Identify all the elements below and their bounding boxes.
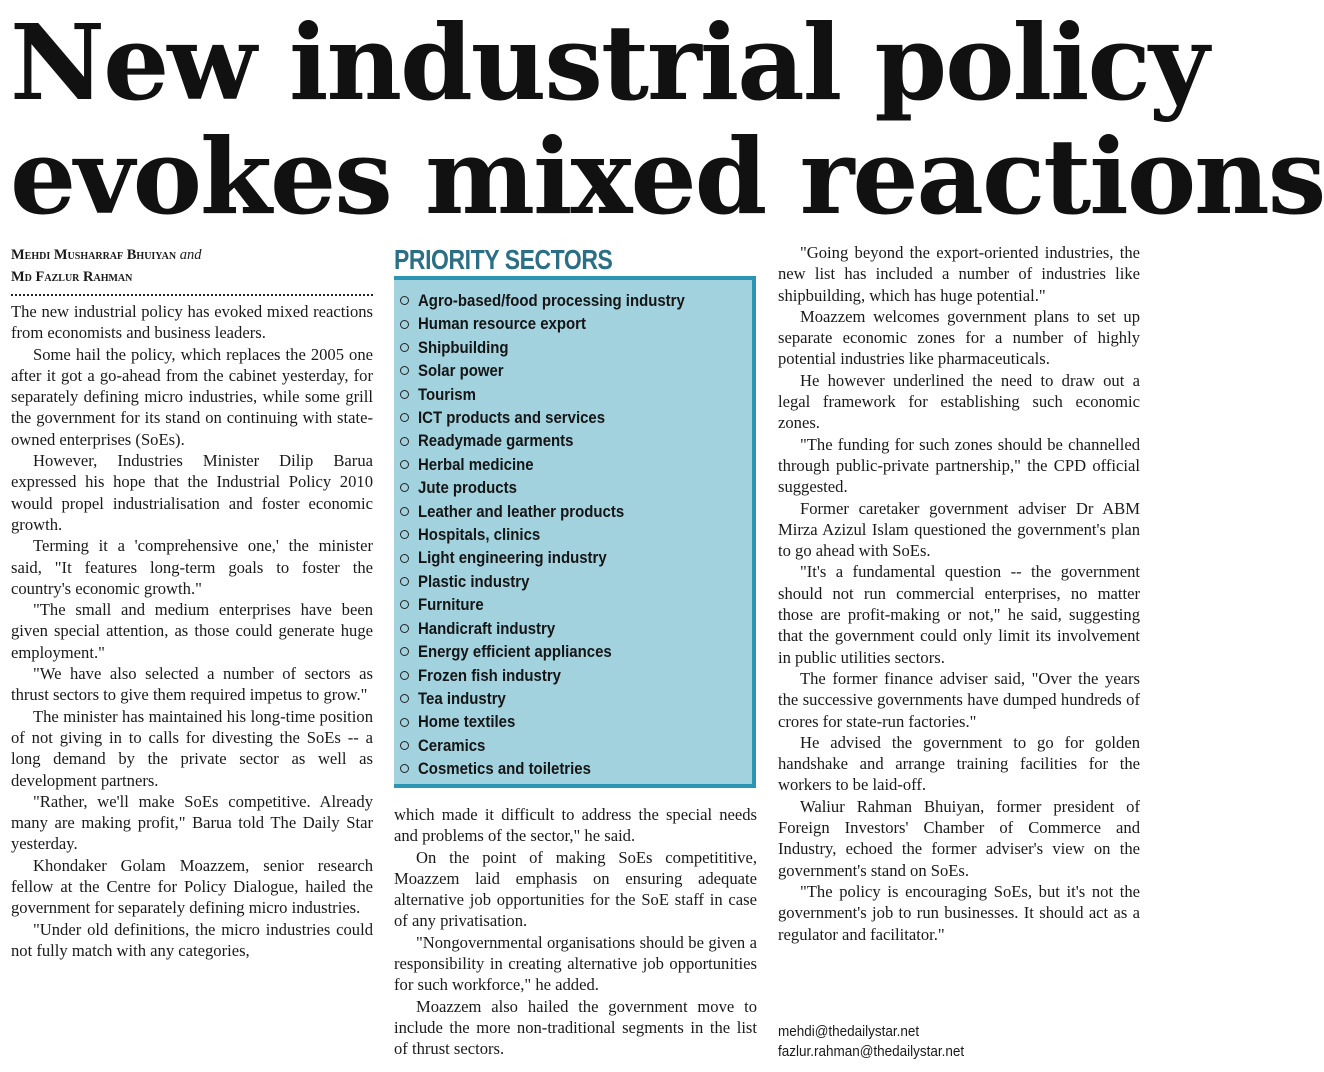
- sector-item: [400, 453, 752, 476]
- author-1: Mehdi Musharraf Bhuiyan: [11, 247, 177, 263]
- bullet-icon: [400, 647, 409, 656]
- sector-item: [400, 383, 752, 406]
- sector-label: Solar power: [418, 361, 504, 381]
- bullet-icon: [400, 507, 409, 516]
- paragraph: Waliur Rahman Bhuiyan, former president of Foreign Investors' Chamber of Commerce and Industry, echoed the former adviser's view on the government's stand on SoEs.: [778, 796, 1140, 880]
- sidebar-title: PRIORITY SECTORS: [394, 244, 613, 275]
- paragraph: "Nongovernmental organisations should be given a responsibility in creating alternative job opportunities for such workforce," he added.: [394, 932, 757, 995]
- headline-line-2: evokes mixed reactions: [10, 115, 1324, 238]
- bullet-icon: [400, 577, 409, 586]
- bullet-icon: [400, 741, 409, 750]
- paragraph: Moazzem also hailed the government move to include the more non-traditional segments in the list of thrust sectors.: [394, 996, 757, 1059]
- sector-item: [400, 312, 752, 335]
- bullet-icon: [400, 554, 409, 563]
- sector-item: [400, 757, 752, 780]
- sector-label: Furniture: [418, 595, 484, 615]
- sector-label: Frozen fish industry: [418, 665, 561, 685]
- sector-item: [400, 617, 752, 640]
- paragraph: He however underlined the need to draw out a legal framework for establishing such economic zones.: [778, 370, 1140, 433]
- paragraph: Former caretaker government adviser Dr ABM Mirza Azizul Islam questioned the government's plan to go ahead with SoEs.: [778, 498, 1140, 561]
- paragraph: "The policy is encouraging SoEs, but it's not the government's job to run businesses. It should act as a regulator and facilitator.": [778, 881, 1140, 944]
- bullet-icon: [400, 671, 409, 680]
- sector-item: [400, 734, 752, 757]
- bullet-icon: [400, 390, 409, 399]
- author-emails: [778, 1022, 978, 1062]
- sector-item: [400, 476, 752, 499]
- paragraph: "Going beyond the export-oriented industries, the new list has included a number of industries like shipbuilding, which has huge potential.": [778, 243, 1140, 305]
- sector-list: [394, 280, 752, 781]
- sector-label: Energy efficient appliances: [418, 642, 612, 662]
- sector-item: [400, 429, 752, 452]
- sector-label: Jute products: [418, 478, 517, 498]
- sector-label: Ceramics: [418, 735, 486, 755]
- sector-label: Herbal medicine: [418, 454, 534, 474]
- paragraph: "The small and medium enterprises have been given special attention, as those could generate huge employment.": [11, 600, 373, 662]
- sector-label: Leather and leather products: [418, 501, 625, 521]
- paragraph: Moazzem welcomes government plans to set up separate economic zones for a number of highly potential industries like pharmaceuticals.: [778, 306, 1140, 369]
- sector-item: [400, 406, 752, 429]
- bullet-icon: [400, 764, 409, 773]
- sector-label: Tourism: [418, 384, 476, 404]
- sector-label: ICT products and services: [418, 408, 606, 428]
- paragraph: "We have also selected a number of sectors as thrust sectors to give them required impetus to grow.": [11, 664, 373, 705]
- sector-item: [400, 687, 752, 710]
- bullet-icon: [400, 343, 409, 352]
- sector-item: [400, 523, 752, 546]
- byline: [11, 244, 373, 288]
- paragraph: The minister has maintained his long-time position of not giving in to calls for divesting the SoEs -- a long demand by the private sector as well as development partners.: [11, 706, 373, 790]
- bullet-icon: [400, 718, 409, 727]
- sector-item: [400, 336, 752, 359]
- sector-item: [400, 570, 752, 593]
- sector-label: Plastic industry: [418, 571, 530, 591]
- paragraph: Khondaker Golam Moazzem, senior research fellow at the Centre for Policy Dialogue, hailed the government for separately defining micro industries.: [11, 855, 373, 918]
- article-column-3: [778, 242, 1140, 945]
- paragraph: On the point of making SoEs competititive, Moazzem laid emphasis on ensuring adequate alternative job opportunities for the SoE staff in case of any privatisation.: [394, 847, 757, 931]
- sector-item: [400, 640, 752, 663]
- sector-item: [400, 593, 752, 616]
- email-link[interactable]: fazlur.rahman@thedailystar.net: [778, 1044, 965, 1060]
- paragraph: "Rather, we'll make SoEs competitive. Already many are making profit," Barua told The Daily Star yesterday.: [11, 791, 373, 854]
- headline: [10, 1, 1324, 238]
- sector-item: [400, 500, 752, 523]
- author-2: Md Fazlur Rahman: [11, 269, 133, 285]
- paragraph: "Under old definitions, the micro industries could not fully match with any categories,: [11, 919, 373, 960]
- bullet-icon: [400, 460, 409, 469]
- paragraph: Terming it a 'comprehensive one,' the minister said, "It features long-term goals to foster the country's economic growth.": [11, 536, 373, 598]
- bullet-icon: [400, 694, 409, 703]
- sector-item: [400, 664, 752, 687]
- sector-label: Tea industry: [418, 688, 506, 708]
- article-column-2: [394, 804, 757, 1060]
- bullet-icon: [400, 600, 409, 609]
- paragraph: which made it difficult to address the special needs and problems of the sector," he said.: [394, 805, 757, 846]
- sector-item: [400, 546, 752, 569]
- article-column-1: [11, 244, 373, 961]
- paragraph: Some hail the policy, which replaces the 2005 one after it got a go-ahead from the cabinet yesterday, for separately defining micro industries, while some grill the government for its stand on continuing with state-owned enterprises (SoEs).: [11, 344, 373, 449]
- paragraph: However, Industries Minister Dilip Barua expressed his hope that the Industrial Policy 2010 would propel industrialisation and foster economic growth.: [11, 451, 373, 534]
- bullet-icon: [400, 366, 409, 375]
- priority-sectors-box: [394, 276, 756, 788]
- bullet-icon: [400, 530, 409, 539]
- bullet-icon: [400, 296, 409, 305]
- bullet-icon: [400, 320, 409, 329]
- paragraph: The former finance adviser said, "Over the years the successive governments have dumped hundreds of crores for state-run factories.": [778, 668, 1140, 731]
- email-link[interactable]: mehdi@thedailystar.net: [778, 1024, 920, 1040]
- sector-item: [400, 359, 752, 382]
- bullet-icon: [400, 483, 409, 492]
- sector-label: Agro-based/food processing industry: [418, 291, 685, 310]
- sector-label: Shipbuilding: [418, 337, 509, 357]
- bullet-icon: [400, 413, 409, 422]
- headline-line-1: New industrial policy: [10, 1, 1208, 124]
- paragraph: The new industrial policy has evoked mixed reactions from economists and business leaders.: [11, 302, 373, 343]
- byline-divider: [11, 294, 373, 296]
- sector-label: Handicraft industry: [418, 618, 556, 638]
- paragraph: He advised the government to go for golden handshake and arrange training facilities for the workers to be laid-off.: [778, 732, 1140, 795]
- sector-label: Human resource export: [418, 314, 586, 334]
- sector-label: Hospitals, clinics: [418, 525, 541, 545]
- bullet-icon: [400, 437, 409, 446]
- sector-label: Readymade garments: [418, 431, 574, 451]
- paragraph: "It's a fundamental question -- the government should not run commercial enterprises, no matter those are profit-making or not," he said, suggesting that the government could only limit its involvement in public utilities sectors.: [778, 562, 1140, 667]
- byline-and: and: [179, 247, 202, 263]
- sector-item: [400, 289, 752, 312]
- sector-label: Light engineering industry: [418, 548, 607, 568]
- sector-label: Home textiles: [418, 712, 516, 732]
- bullet-icon: [400, 624, 409, 633]
- paragraph: "The funding for such zones should be channelled through public-private partnership," the CPD official suggested.: [778, 434, 1140, 497]
- sector-item: [400, 710, 752, 733]
- sector-label: Cosmetics and toiletries: [418, 759, 591, 779]
